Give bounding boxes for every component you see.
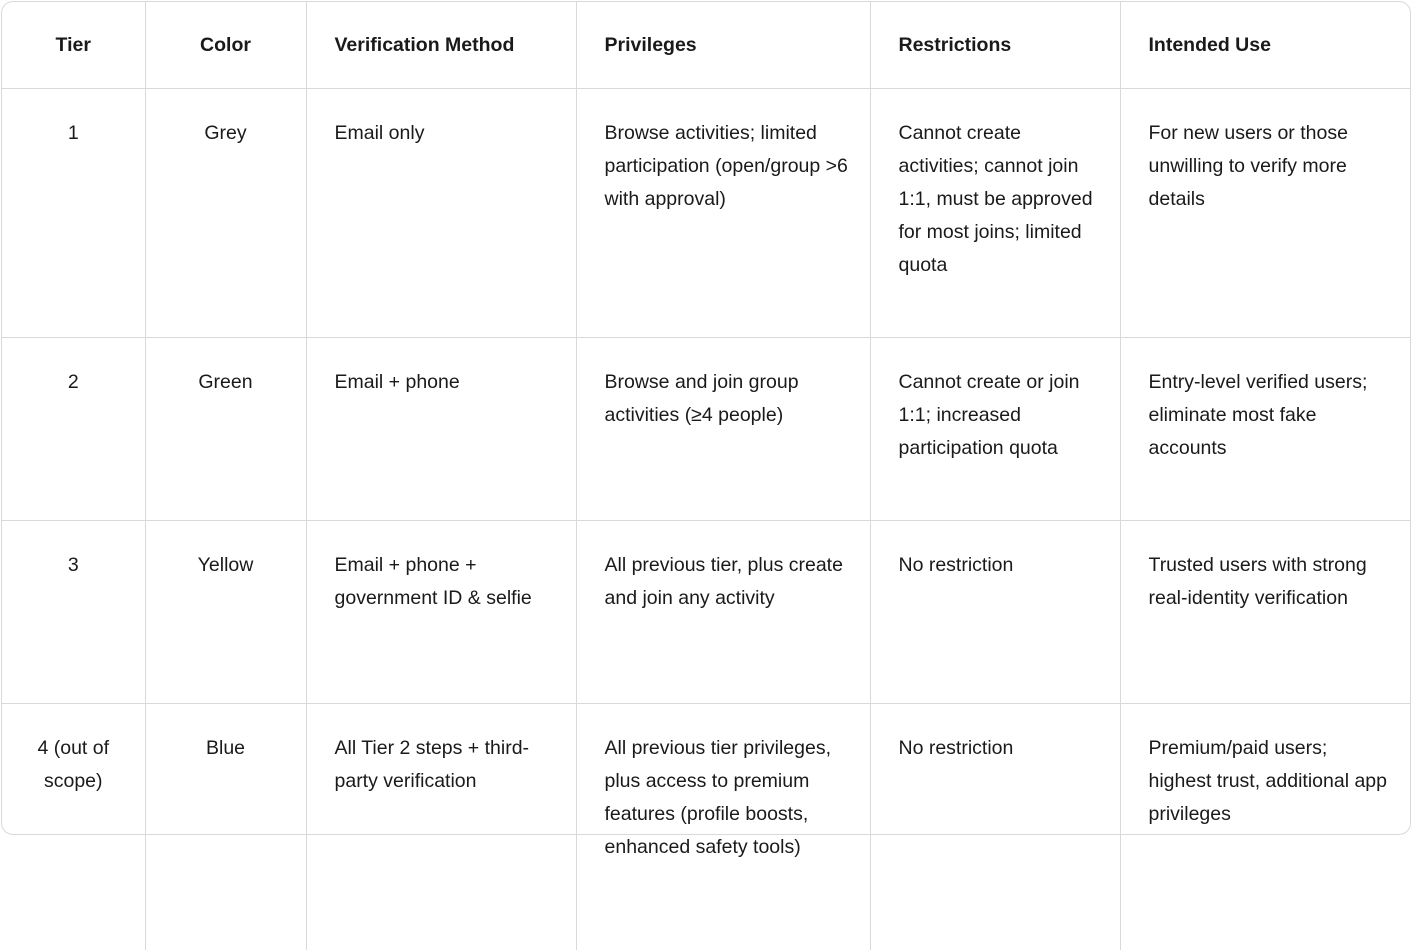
cell-restrictions: No restriction <box>870 704 1120 950</box>
cell-verification-method: Email only <box>306 89 576 338</box>
cell-restrictions: No restriction <box>870 521 1120 704</box>
cell-restrictions: Cannot create or join 1:1; increased participation quota <box>870 338 1120 521</box>
verification-tier-table <box>2 2 1410 950</box>
cell-privileges: Browse and join group activities (≥4 people) <box>576 338 870 521</box>
cell-color: Blue <box>145 704 306 950</box>
cell-privileges: Browse activities; limited participation (open/group >6 with approval) <box>576 89 870 338</box>
cell-privileges: All previous tier, plus create and join any activity <box>576 521 870 704</box>
cell-tier: 3 <box>2 521 145 704</box>
table-row <box>2 338 1410 521</box>
table-row <box>2 704 1410 950</box>
cell-verification-method: Email + phone <box>306 338 576 521</box>
cell-intended-use: Premium/paid users; highest trust, additional app privileges <box>1120 704 1410 950</box>
cell-tier: 1 <box>2 89 145 338</box>
cell-verification-method: Email + phone + government ID & selfie <box>306 521 576 704</box>
header-privileges: Privileges <box>576 2 870 89</box>
cell-restrictions: Cannot create activities; cannot join 1:1, must be approved for most joins; limited quota <box>870 89 1120 338</box>
cell-intended-use: Entry-level verified users; eliminate most fake accounts <box>1120 338 1410 521</box>
tier-table-frame <box>1 1 1411 835</box>
table-header-row <box>2 2 1410 89</box>
cell-color: Grey <box>145 89 306 338</box>
cell-tier: 2 <box>2 338 145 521</box>
cell-privileges: All previous tier privileges, plus access to premium features (profile boosts, enhanced safety tools) <box>576 704 870 950</box>
cell-color: Yellow <box>145 521 306 704</box>
header-intended-use: Intended Use <box>1120 2 1410 89</box>
header-restrictions: Restrictions <box>870 2 1120 89</box>
header-color: Color <box>145 2 306 89</box>
cell-color: Green <box>145 338 306 521</box>
header-verification-method: Verification Method <box>306 2 576 89</box>
cell-tier: 4 (out of scope) <box>2 704 145 950</box>
header-tier: Tier <box>2 2 145 89</box>
table-row <box>2 89 1410 338</box>
cell-verification-method: All Tier 2 steps + third-party verification <box>306 704 576 950</box>
cell-intended-use: Trusted users with strong real-identity verification <box>1120 521 1410 704</box>
table-row <box>2 521 1410 704</box>
cell-intended-use: For new users or those unwilling to verify more details <box>1120 89 1410 338</box>
